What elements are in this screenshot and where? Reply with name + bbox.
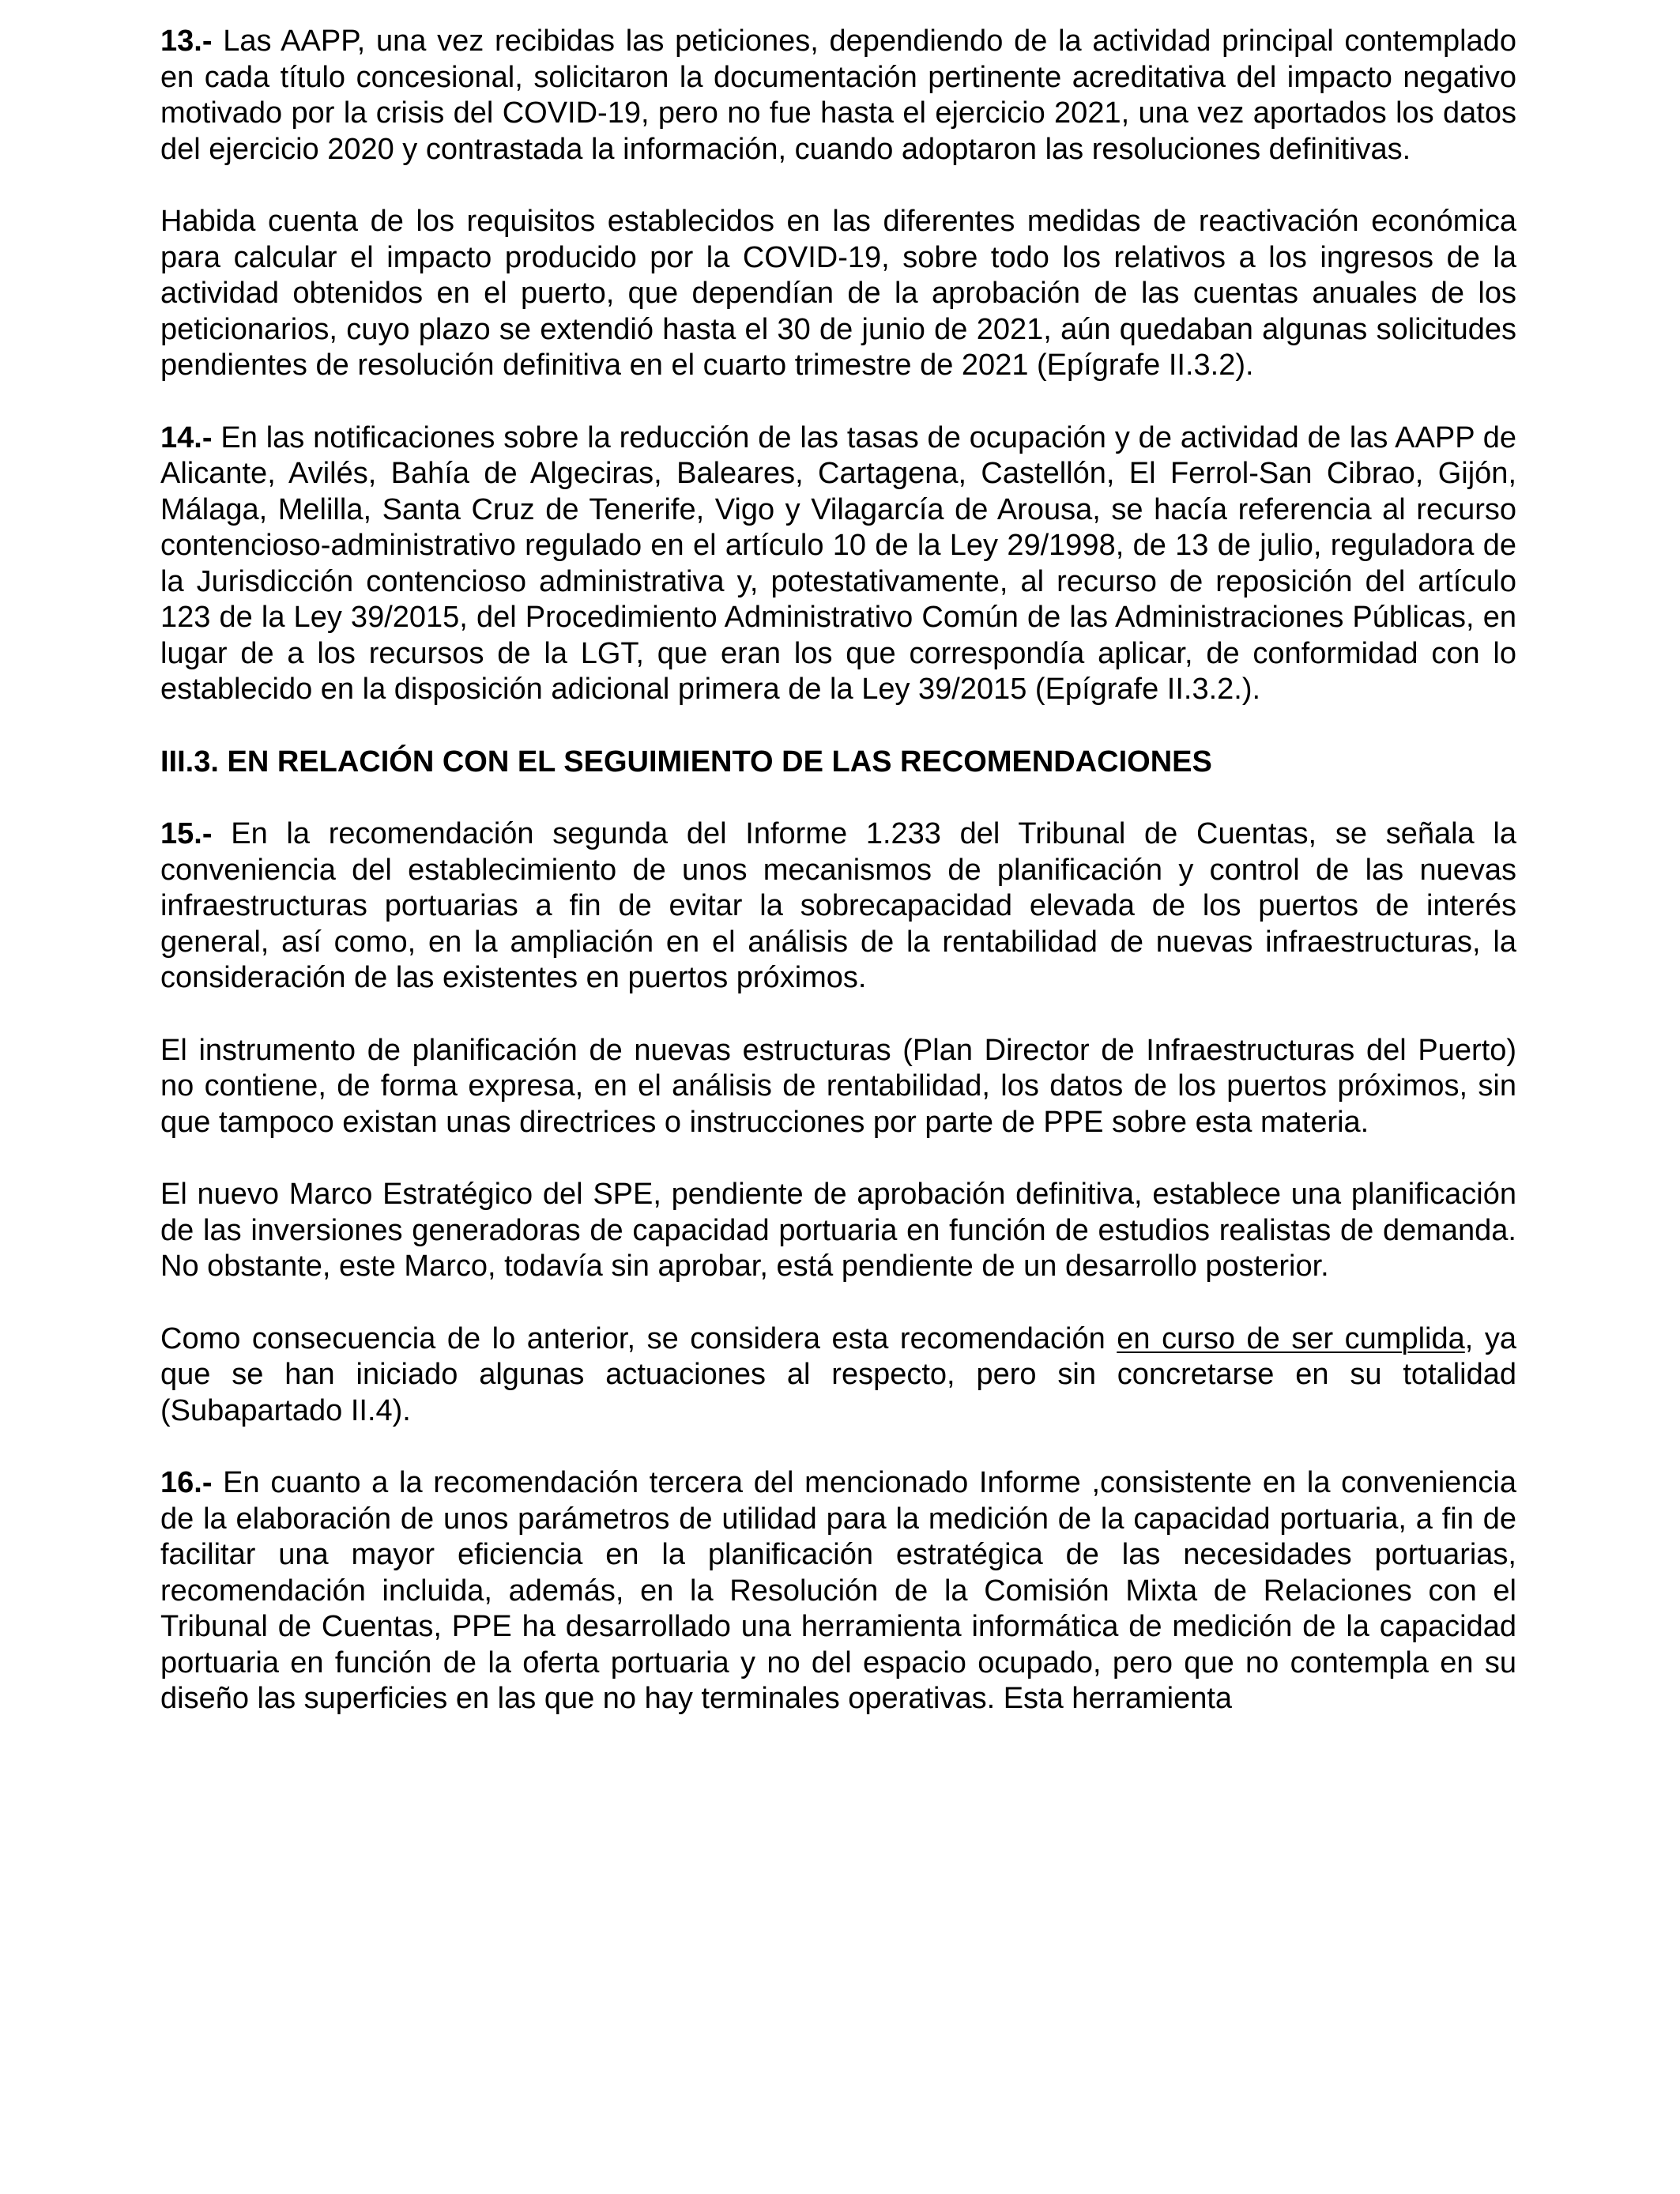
- paragraph-text: En la recomendación segunda del Informe 1.233 del Tribunal de Cuentas, se señala la conveniencia del establecimiento de unos mecanismos de planificación y control de las nuevas infraestructuras portuarias a fin de evitar la sobrecapacidad elevada de los puertos de interés general, así como, en la ampliación en el análisis de la rentabilidad de nuevas infraestructuras, la consideración de las existentes en puertos próximos.: [160, 817, 1516, 994]
- paragraph-text: Habida cuenta de los requisitos establecidos en las diferentes medidas de reactivación económica para calcular el impacto producido por la COVID-19, sobre todo los relativos a los ingresos de la actividad obtenidos en el puerto, que dependían de la aprobación de las cuentas anuales de los peticionarios, cuyo plazo se extendió hasta el 30 de junio de 2021, aún quedaban algunas solicitudes pendientes de resolución definitiva en el cuarto trimestre de 2021 (Epígrafe II.3.2).: [160, 205, 1516, 382]
- paragraph-text-before: Como consecuencia de lo anterior, se considera esta recomendación: [160, 1321, 1117, 1355]
- paragraph-15-marco: [160, 1177, 1516, 1285]
- paragraph-14: [160, 420, 1516, 708]
- paragraph-15-conclusion: [160, 1321, 1516, 1430]
- paragraph-16: [160, 1465, 1516, 1717]
- paragraph-text: El nuevo Marco Estratégico del SPE, pendiente de aprobación definitiva, establece una planificación de las inversiones generadoras de capacidad portuaria en función de estudios realistas de demanda. No obstante, este Marco, todavía sin aprobar, está pendiente de un desarrollo posterior.: [160, 1178, 1516, 1283]
- section-heading: III.3. EN RELACIÓN CON EL SEGUIMIENTO DE LAS RECOMENDACIONES: [160, 745, 1212, 778]
- paragraph-number: 15.-: [160, 817, 213, 850]
- underlined-status: en curso de ser cumplida: [1117, 1321, 1465, 1355]
- paragraph-text-after: , ya que se han iniciado algunas actuaciones al respecto, pero sin concretarse en su totalidad (Subapartado II.4).: [160, 1321, 1516, 1427]
- paragraph-text: En las notificaciones sobre la reducción de las tasas de ocupación y de actividad de las AAPP de Alicante, Avilés, Bahía de Algeciras, Baleares, Cartagena, Castellón, El Ferrol-San Cibrao, Gijón, Málaga, Melilla, Santa Cruz de Tenerife, Vigo y Vilagarcía de Arousa, se hacía referencia al recurso contencioso-administrativo regulado en el artículo 10 de la Ley 29/1998, de 13 de julio, reguladora de la Jurisdicción contencioso administrativa y, potestativamente, al recurso de reposición del artículo 123 de la Ley 39/2015, del Procedimiento Administrativo Común de las Administraciones Públicas, en lugar de a los recursos de la LGT, que eran los que correspondía aplicar, de conformidad con lo establecido en la disposición adicional primera de la Ley 39/2015 (Epígrafe II.3.2.).: [160, 420, 1516, 706]
- paragraph-number: 14.-: [160, 420, 213, 454]
- paragraph-number: 16.-: [160, 1466, 213, 1499]
- document-page: [160, 24, 1516, 1717]
- paragraph-text: El instrumento de planificación de nuevas estructuras (Plan Director de Infraestructuras del Puerto) no contiene, de forma expresa, en el análisis de rentabilidad, los datos de los puertos próximos, sin que tampoco existan unas directrices o instrucciones por parte de PPE sobre esta materia.: [160, 1033, 1516, 1139]
- paragraph-text: Las AAPP, una vez recibidas las peticiones, dependiendo de la actividad principal contemplado en cada título concesional, solicitaron la documentación pertinente acreditativa del impacto negativo motivado por la crisis del COVID-19, pero no fue hasta el ejercicio 2021, una vez aportados los datos del ejercicio 2020 y contrastada la información, cuando adoptaron las resoluciones definitivas.: [160, 25, 1516, 166]
- paragraph-text: En cuanto a la recomendación tercera del mencionado Informe ,consistente en la conveniencia de la elaboración de unos parámetros de utilidad para la medición de la capacidad portuaria, a fin de facilitar una mayor eficiencia en la planificación estratégica de las necesidades portuarias, recomendación incluida, además, en la Resolución de la Comisión Mixta de Relaciones con el Tribunal de Cuentas, PPE ha desarrollado una herramienta informática de medición de la capacidad portuaria en función de la oferta portuaria y no del espacio ocupado, pero que no contempla en su diseño las superficies en las que no hay terminales operativas. Esta herramienta: [160, 1466, 1516, 1715]
- paragraph-13: [160, 24, 1516, 168]
- paragraph-15: [160, 816, 1516, 997]
- paragraph-15-continued: [160, 1033, 1516, 1141]
- paragraph-13-continued: [160, 204, 1516, 384]
- paragraph-number: 13.-: [160, 25, 213, 58]
